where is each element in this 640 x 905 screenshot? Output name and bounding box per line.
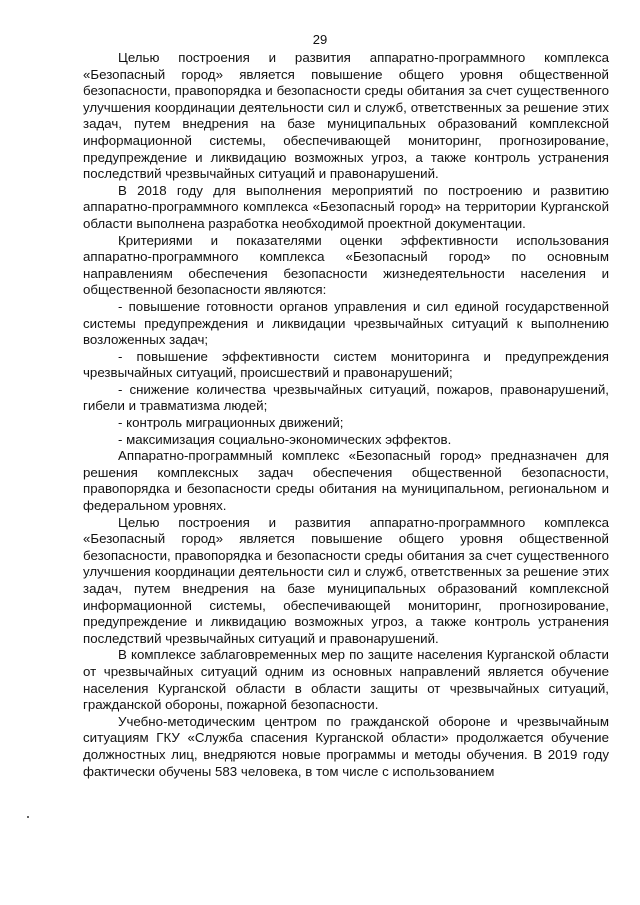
list-item-readiness: - повышение готовности органов управления и сил единой государственной системы предупреждения и ликвидации чрезвычайных ситуаций к выполнению возложенных задач; [83, 298, 609, 348]
paragraph-2018-documentation: В 2018 году для выполнения мероприятий по построению и развитию аппаратно-программного комплекса «Безопасный город» на территории Курганской области выполнена разработка необходимой проектной документации. [83, 182, 609, 231]
list-item-migration: - контроль миграционных движений; [118, 415, 344, 431]
paragraph-training-center: Учебно-методическим центром по гражданской обороне и чрезвычайным ситуациям ГКУ «Служба спасения Курганской области» продолжается обучение должностных лиц, внедряются новые программы и методы обучения. В 2019 году фактически обучены 583 человека, в том числе с использованием [83, 713, 609, 779]
page-number: 29 [312, 32, 328, 47]
paragraph-purpose: Аппаратно-программный комплекс «Безопасный город» предназначен для решения комплексных задач обеспечения общественной безопасности, правопорядка и безопасности среды обитания на муниципальном, региональном и федеральном уровнях. [83, 448, 609, 514]
paragraph-population-training: В комплексе заблаговременных мер по защите населения Курганской области от чрезвычайных ситуаций одним из основных направлений является обучение населения Курганской области в области защиты от чрезвычайных ситуаций, гражданской обороны, пожарной безопасности. [83, 647, 609, 713]
body-text [83, 50, 609, 780]
list-item-socioeconomic: - максимизация социально-экономических эффектов. [118, 431, 452, 447]
list-item-reduction: - снижение количества чрезвычайных ситуаций, пожаров, правонарушений, гибели и травматизма людей; [83, 381, 609, 414]
scan-dot [27, 816, 29, 818]
paragraph-goal-repeat: Целью построения и развития аппаратно-программного комплекса «Безопасный город» является повышение общего уровня общественной безопасности, правопорядка и безопасности среды обитания за счет существенного улучшения координации деятельности сил и служб, ответственных за решение этих задач, путем внедрения на базе муниципальных образований комплексной информационной системы, обеспечивающей мониторинг, прогнозирование, предупреждение и ликвидацию возможных угроз, а также контроль устранения последствий чрезвычайных ситуаций и правонарушений. [83, 514, 609, 646]
paragraph-goal-intro: Целью построения и развития аппаратно-программного комплекса «Безопасный город» является повышение общего уровня общественной безопасности, правопорядка и безопасности среды обитания за счет существенного улучшения координации деятельности сил и служб, ответственных за решение этих задач, путем внедрения на базе муниципальных образований комплексной информационной системы, обеспечивающей мониторинг, прогнозирование, предупреждение и ликвидацию возможных угроз, а также контроль устранения последствий чрезвычайных ситуаций и правонарушений. [83, 50, 609, 182]
paragraph-criteria: Критериями и показателями оценки эффективности использования аппаратно-программного комплекса «Безопасный город» по основным направлениям обеспечения безопасности жизнедеятельности населения и общественной безопасности являются: [83, 232, 609, 298]
list-item-monitoring: - повышение эффективности систем мониторинга и предупреждения чрезвычайных ситуаций, происшествий и правонарушений; [83, 348, 609, 381]
